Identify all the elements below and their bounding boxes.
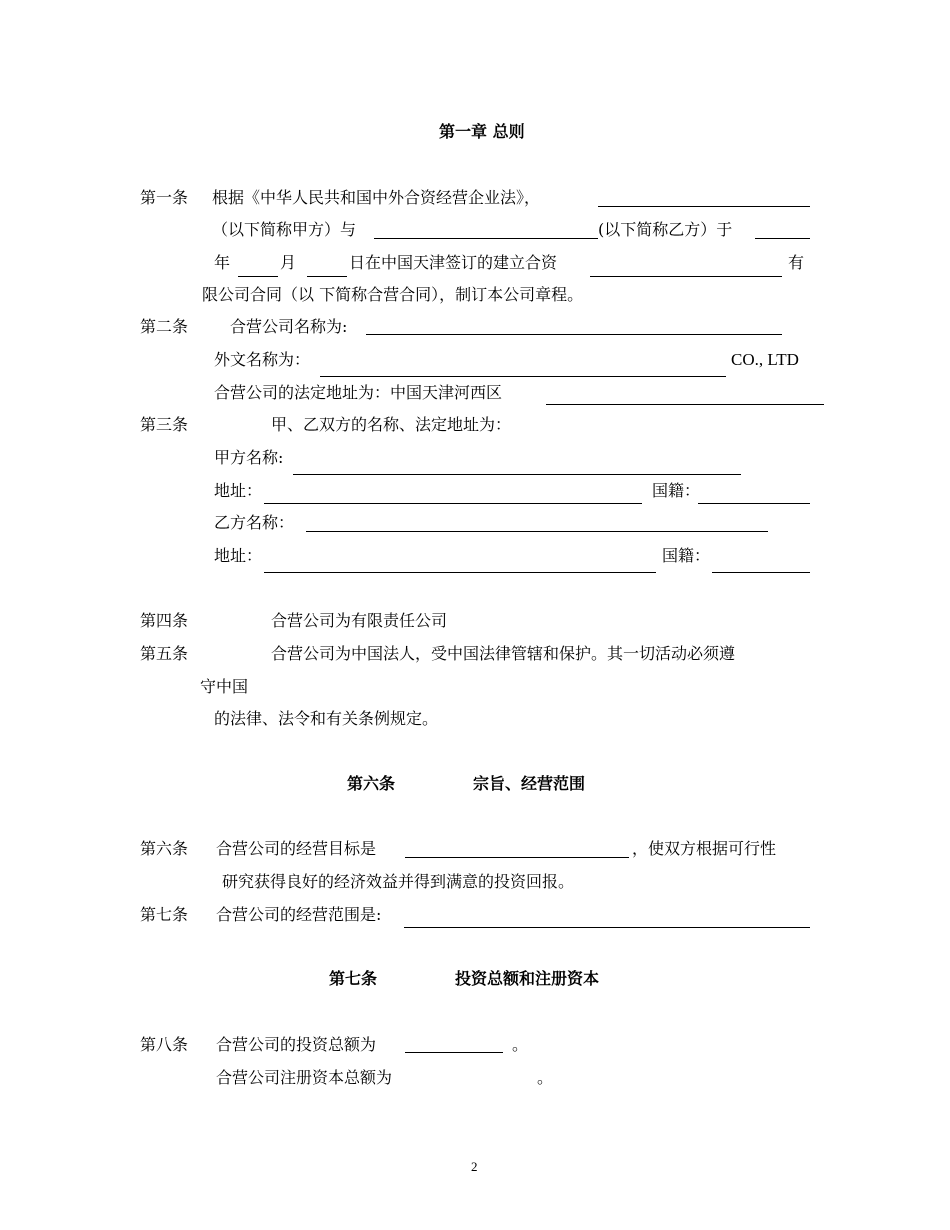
article-8-label: 第八条 [140, 1035, 189, 1054]
section-6-label: 第六条 [347, 774, 396, 793]
party-a-blank [598, 206, 810, 207]
total-investment-blank [405, 1052, 503, 1053]
party-b-name-label: 乙方名称： [214, 513, 295, 532]
article-1-month: 月 [280, 253, 297, 272]
jv-name-blank [590, 276, 782, 277]
year-blank [755, 238, 810, 239]
party-a-address-blank [264, 503, 642, 504]
article-1-text-line4: 限公司合同（以 下简称合营合同），制订本公司章程。 [202, 285, 584, 304]
article-3-label: 第三条 [140, 415, 189, 434]
article-8-text-line2: 合营公司注册资本总额为 [216, 1068, 393, 1087]
party-b-name-blank [306, 531, 768, 532]
article-1-you: 有 [788, 253, 805, 272]
article-1-text-line3: 日在中国天津签订的建立合资 [349, 253, 558, 272]
article-5-text-line2: 守中国 [200, 677, 249, 696]
article-5-label: 第五条 [140, 644, 189, 663]
party-a-address-label: 地址： [214, 481, 263, 500]
article-3-text: 甲、乙双方的名称、法定地址为： [271, 415, 512, 434]
article-4-text: 合营公司为有限责任公司 [271, 611, 448, 630]
legal-address-blank [546, 404, 824, 405]
month-blank [238, 276, 278, 277]
party-b-nationality-blank [712, 572, 810, 573]
party-b-address-label: 地址： [214, 546, 263, 565]
party-b-address-blank [264, 572, 656, 573]
article-7-text: 合营公司的经营范围是: [216, 905, 382, 924]
article-2-label: 第二条 [140, 317, 189, 336]
article-5-text-line1: 合营公司为中国法人，受中国法律管辖和保护。其一切活动必须遵 [271, 644, 736, 663]
party-b-nationality-label: 国籍： [662, 546, 711, 565]
party-a-nationality-label: 国籍： [652, 481, 701, 500]
section-6-title: 宗旨、经营范围 [473, 774, 586, 793]
foreign-name-blank [320, 376, 726, 377]
section-7-label: 第七条 [329, 969, 378, 988]
party-a-name-label: 甲方名称: [214, 448, 284, 467]
article-7-label: 第七条 [140, 905, 189, 924]
company-name-blank [366, 334, 782, 335]
article-1-label: 第一条 [140, 188, 189, 207]
article-4-label: 第四条 [140, 611, 189, 630]
article-1-text-line2b: (以下简称乙方）于 [598, 220, 733, 239]
party-a-name-blank [293, 474, 741, 475]
page-number: 2 [471, 1159, 478, 1174]
legal-address-label: 合营公司的法定地址为：中国天津河西区 [214, 383, 503, 402]
company-name-label: 合营公司名称为: [230, 317, 348, 336]
day-blank [307, 276, 347, 277]
article-1-text-line1: 根据《中华人民共和国中外合资经营企业法》， [212, 188, 541, 207]
article-6-label: 第六条 [140, 839, 189, 858]
party-b-blank [374, 238, 598, 239]
section-7-title: 投资总额和注册资本 [455, 969, 600, 988]
business-scope-blank [404, 927, 810, 928]
article-8-text-line1: 合营公司的投资总额为 [216, 1035, 377, 1054]
business-objective-blank [405, 857, 629, 858]
article-1-text-line2a: （以下简称甲方）与 [212, 220, 357, 239]
article-6-text-line1: 合营公司的经营目标是 [216, 839, 377, 858]
foreign-name-label: 外文名称为： [214, 350, 311, 369]
party-a-nationality-blank [698, 503, 810, 504]
article-8-text-line2b: 。 [537, 1068, 554, 1087]
article-8-text-line1b: 。 [512, 1035, 529, 1054]
article-1-year: 年 [214, 253, 231, 272]
article-5-text-line3: 的法律、法令和有关条例规定。 [214, 709, 439, 728]
article-6-text-line1b: ，使双方根据可行性 [632, 839, 777, 858]
article-6-text-line2: 研究获得良好的经济效益并得到满意的投资回报。 [222, 872, 575, 891]
foreign-name-suffix: CO., LTD [731, 350, 799, 369]
chapter-title: 第一章 总则 [439, 122, 525, 141]
